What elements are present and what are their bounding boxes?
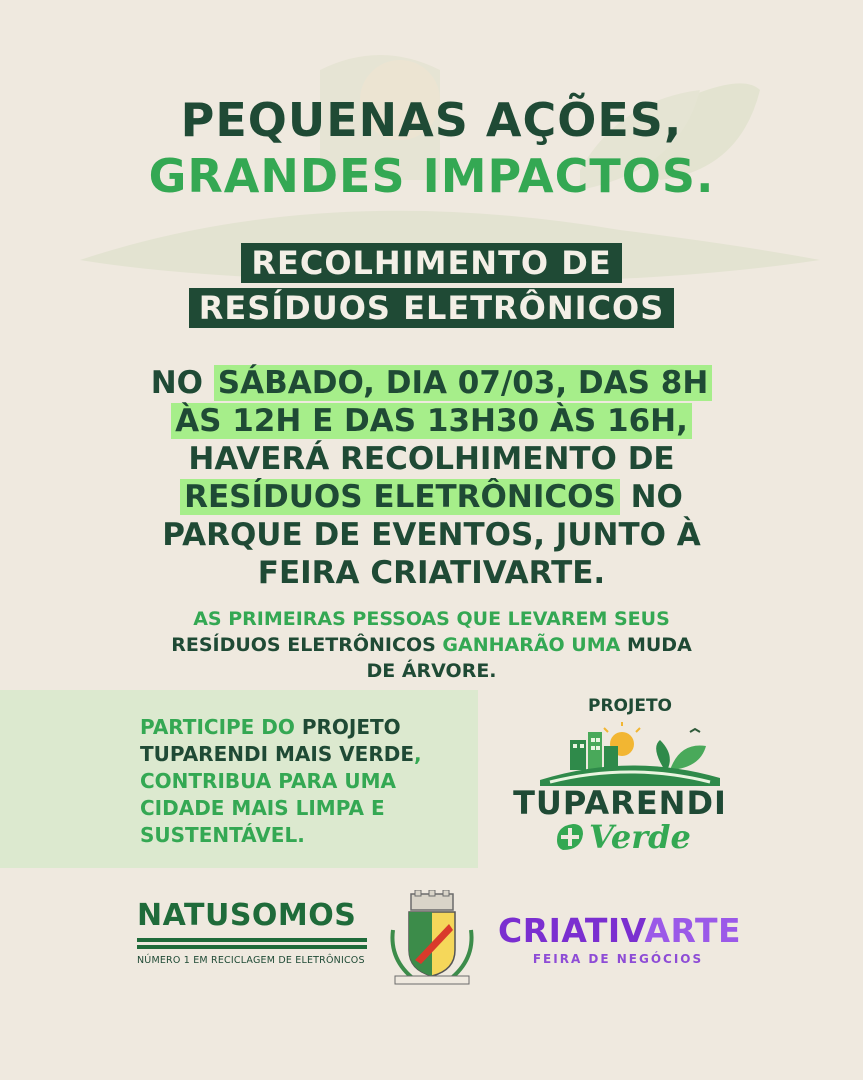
natusomos-logo bbox=[137, 898, 367, 966]
city-landscape-icon bbox=[540, 722, 720, 786]
cta-text-3: , CONTRIBUA PARA UMA CIDADE MAIS LIMPA E SUSTENTÁVEL. bbox=[140, 742, 422, 847]
natusomos-name: NATUSOMOS bbox=[137, 898, 357, 933]
body-text-4: PARQUE DE EVENTOS, JUNTO À bbox=[162, 517, 701, 553]
body-text-3: NO bbox=[619, 479, 683, 515]
body-text-5: FEIRA CRIATIVARTE. bbox=[257, 555, 606, 591]
project-logo-name: TUPARENDI bbox=[513, 784, 727, 822]
project-logo-verde: Verde bbox=[589, 818, 691, 856]
headline-line-1: PEQUENAS AÇÕES, bbox=[180, 93, 683, 147]
project-logo-label: PROJETO bbox=[588, 696, 672, 716]
cta-text-1: PARTICIPE DO bbox=[140, 715, 302, 739]
project-logo-subtitle bbox=[545, 818, 695, 858]
highlight-date: SÁBADO, DIA 07/03, DAS 8H bbox=[214, 365, 713, 401]
gift-text-2: RESÍDUOS ELETRÔNICOS bbox=[171, 634, 443, 656]
cta-text-2: PROJETO TUPARENDI MAIS VERDE bbox=[140, 715, 414, 766]
natusomos-bars bbox=[137, 938, 367, 949]
headline bbox=[0, 92, 863, 204]
gift-text-3: GANHARÃO UMA bbox=[442, 634, 627, 656]
banner-line-1: RECOLHIMENTO DE bbox=[241, 243, 621, 283]
plus-leaf-icon bbox=[553, 820, 587, 854]
headline-line-2: GRANDES IMPACTOS. bbox=[148, 149, 715, 203]
title-banner bbox=[0, 243, 863, 328]
banner-line-2: RESÍDUOS ELETRÔNICOS bbox=[189, 288, 675, 328]
gift-text-5: DE ÁRVORE. bbox=[366, 660, 497, 682]
highlight-hours: ÀS 12H E DAS 13H30 ÀS 16H, bbox=[171, 403, 692, 439]
call-to-action-text bbox=[140, 714, 460, 849]
criativarte-name-a: CRIATIV bbox=[498, 911, 645, 950]
criativarte-subtitle: FEIRA DE NEGÓCIOS bbox=[532, 952, 704, 966]
event-description bbox=[60, 364, 803, 592]
municipal-crest-icon bbox=[385, 890, 479, 990]
criativarte-name-b: ARTE bbox=[644, 911, 742, 950]
gift-notice bbox=[110, 606, 753, 684]
criativarte-logo bbox=[498, 911, 742, 966]
gift-text-1: AS PRIMEIRAS PESSOAS QUE LEVAREM SEUS bbox=[193, 608, 670, 630]
criativarte-name bbox=[498, 911, 742, 950]
body-text-2: HAVERÁ RECOLHIMENTO DE bbox=[188, 441, 675, 477]
highlight-residues: RESÍDUOS ELETRÔNICOS bbox=[180, 479, 620, 515]
body-text-1: NO bbox=[150, 365, 214, 401]
natusomos-tagline: NÚMERO 1 EM RECICLAGEM DE ELETRÔNICOS bbox=[137, 955, 365, 966]
gift-text-4: MUDA bbox=[626, 634, 692, 656]
